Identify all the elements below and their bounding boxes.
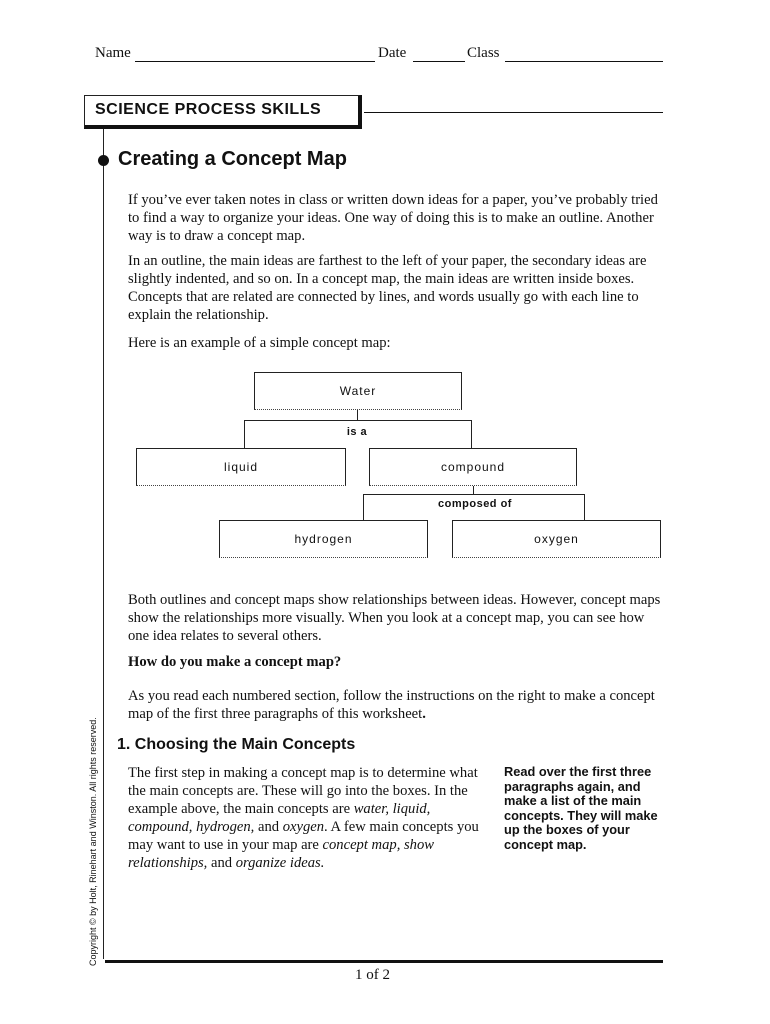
margin-rule <box>103 129 104 959</box>
name-label: Name <box>95 45 131 61</box>
connector <box>473 486 474 494</box>
intro-paragraph-3: Here is an example of a simple concept map: <box>128 335 391 351</box>
date-label: Date <box>378 45 407 61</box>
link-label-is-a: is a <box>346 426 368 438</box>
name-line <box>135 61 375 62</box>
concept-box-water: Water <box>254 372 462 410</box>
section-1-heading: 1. Choosing the Main Concepts <box>117 736 356 753</box>
link-label-composed-of: composed of <box>438 498 512 510</box>
date-line <box>413 61 465 62</box>
connector <box>357 410 358 420</box>
class-line <box>505 61 663 62</box>
intro-paragraph-2: In an outline, the main ideas are farthest to the left of your paper, the secondary ideas are slightly indented, and so on. In a concept map, the main ideas are written inside boxes. Concepts that are related are connected by lines, and words usually go with each line to explain the relationship. <box>128 253 647 323</box>
intro-paragraph-1: If you’ve ever taken notes in class or written down ideas for a paper, you’ve probably tried to find a way to organize your ideas. One way of doing this is to make an outline. Another way is to draw a concept map. <box>128 192 658 244</box>
footer-rule <box>105 960 663 963</box>
section-1-instruction: Read over the first three paragraphs again, and make a list of the main concepts. They will make up the boxes of your concept map. <box>504 764 658 852</box>
connector <box>244 420 245 448</box>
comparison-paragraph: Both outlines and concept maps show relationships between ideas. However, concept maps show the relationships more visually. When you look at a concept map, you can see how one idea relates to several others. <box>128 592 661 644</box>
title-bullet-icon <box>98 155 109 166</box>
page-title: Creating a Concept Map <box>118 148 347 170</box>
connector <box>363 494 364 520</box>
page-number: 1 of 2 <box>355 967 390 983</box>
concept-box-oxygen: oxygen <box>452 520 661 558</box>
concept-box-liquid: liquid <box>136 448 346 486</box>
connector <box>244 420 471 421</box>
section-banner: SCIENCE PROCESS SKILLS <box>84 95 362 129</box>
class-label: Class <box>467 45 500 61</box>
question-heading: How do you make a concept map? <box>128 654 342 670</box>
copyright-notice: Copyright © by Holt, Rinehart and Winston. All rights reserved. <box>88 717 98 966</box>
concept-box-hydrogen: hydrogen <box>219 520 428 558</box>
banner-rule <box>364 112 663 113</box>
instructions-paragraph: As you read each numbered section, follow the instructions on the right to make a concept map of the first three paragraphs of this worksheet. <box>128 688 655 722</box>
connector <box>471 420 472 448</box>
concept-box-compound: compound <box>369 448 577 486</box>
section-1-paragraph: The first step in making a concept map is to determine what the main concepts are. These will go into the boxes. In the example above, the main concepts are water, liquid, compound, hydrogen, and oxygen. A few main concepts you may want to use in your map are concept map, show relationships, and organize ideas. <box>128 765 479 871</box>
connector <box>584 494 585 520</box>
connector <box>363 494 584 495</box>
